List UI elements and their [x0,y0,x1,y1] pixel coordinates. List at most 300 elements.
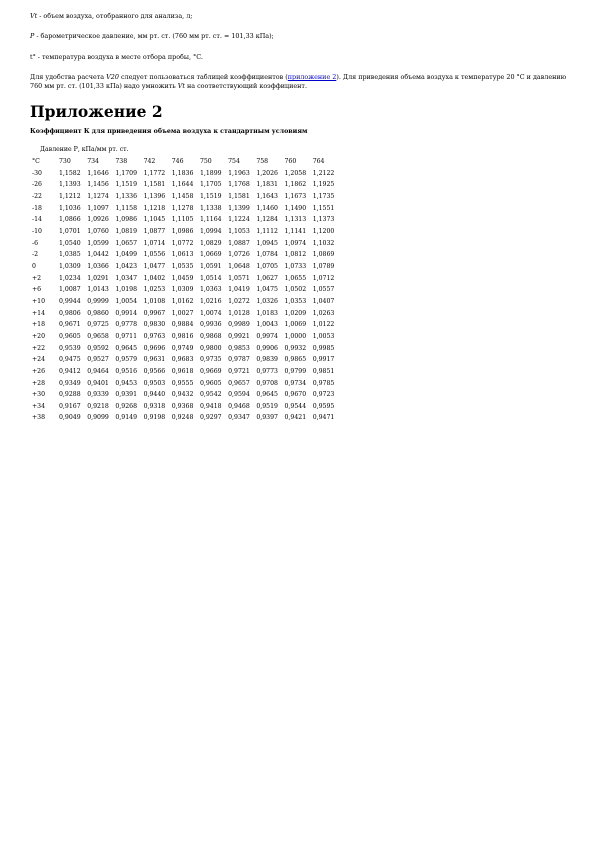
table-row [32,331,341,343]
coefficient-cell: 1,1284 [256,216,278,224]
coefficient-cell: 1,0657 [115,239,138,247]
coefficient-cell: 0,9503 [143,379,166,387]
coefficient-cell: 1,0591 [199,262,222,270]
coefficient-cell: 1,0714 [143,239,166,247]
coefficient-cell: 0,9763 [143,332,166,340]
coefficient-cell: 0,9218 [87,402,109,410]
coefficient-cell: 1,1458 [171,193,194,200]
coefficient-cell: 1,0475 [256,286,278,294]
coefficient-cell: 1,0994 [199,227,222,235]
coefficient-cell: 0,9645 [115,344,138,352]
coefficient-cell: 1,1899 [199,169,222,177]
temperature-cell: +10 [32,297,46,305]
temperature-cell: +2 [32,274,42,282]
coefficient-cell: 1,0326 [256,297,278,305]
pressure-label: Давление Р, кПа/мм рт. ст. [40,146,129,154]
table-row [32,249,341,261]
coefficient-cell: 1,0128 [228,309,250,317]
coefficient-cell: 1,0887 [228,239,250,247]
variable-vt: Vt [177,81,185,90]
coefficient-cell: 1,0442 [87,251,109,259]
table-row [32,308,341,320]
coefficient-table-container [30,146,570,424]
coefficient-cell: 1,1925 [312,181,335,189]
coefficient-cell: 0,9412 [59,367,81,375]
coefficient-cell: 1,1393 [59,181,81,189]
coefficient-cell: 0,9816 [171,332,194,340]
coefficient-cell: 1,1643 [256,193,278,200]
coefficient-cell: 0,9708 [256,379,278,387]
coefficient-cell: 0,9368 [171,402,194,410]
coefficient-cell: 0,9288 [59,391,81,399]
coefficient-cell: 1,0477 [143,262,166,270]
coefficient-cell: 0,9049 [59,414,81,422]
coefficient-cell: 1,1313 [284,216,307,224]
coefficient-cell: 1,0986 [171,227,194,235]
table-row [32,179,341,191]
coefficient-cell: 1,2122 [312,169,335,177]
coefficient-cell: 0,9248 [171,414,194,422]
coefficient-cell: 0,9725 [87,321,109,329]
coefficient-cell: 1,1582 [59,169,81,177]
table-row [32,284,341,296]
coefficient-cell: 1,0459 [171,274,194,282]
coefficient-cell: 0,9749 [171,344,194,352]
variable-v20-base: V [106,73,111,82]
coefficient-cell: 1,0253 [143,286,166,294]
coefficient-cell: 1,1963 [228,169,250,177]
table-row [32,343,341,355]
coefficient-cell: 1,1768 [228,181,250,189]
temperature-cell: +28 [32,379,46,387]
coefficient-cell: 0,9349 [59,379,81,387]
table-row [32,214,341,226]
coefficient-cell: 1,0419 [228,286,250,294]
coefficient-cell: 0,9773 [256,367,278,375]
coefficient-cell: 1,1460 [256,204,278,212]
table-row [32,319,341,331]
coefficient-cell: 0,9099 [87,414,109,422]
coefficient-cell: 0,9787 [228,356,250,364]
coefficient-cell: 0,9594 [228,391,250,399]
coefficient-cell: 0,9631 [143,356,166,364]
coefficient-cell: 0,9723 [312,391,335,399]
header-pressure: 758 [256,158,269,166]
header-pressure: 730 [59,158,71,166]
coefficient-cell: 1,0074 [199,309,222,317]
header-pressure: 734 [87,158,99,166]
header-pressure: 764 [312,158,325,166]
coefficient-cell: 1,1112 [256,227,278,235]
coefficient-cell: 1,1396 [143,193,166,200]
coefficient-cell: 0,9421 [284,414,307,422]
coefficient-cell: 1,0272 [228,297,250,305]
temperature-cell: +22 [32,344,46,352]
coefficient-cell: 1,1141 [284,227,307,235]
temperature-cell: +26 [32,367,46,375]
coefficient-cell: 1,0599 [87,239,109,247]
coefficient-cell: 0,9670 [284,391,307,399]
coefficient-cell: 0,9544 [284,402,307,410]
header-pressure: 760 [284,158,297,166]
coefficient-cell: 0,9440 [143,391,166,399]
coefficient-cell: 1,0502 [284,286,307,294]
coefficient-cell: 1,1646 [87,169,109,177]
coefficient-cell: 0,9595 [312,402,335,410]
coefficient-cell: 0,9989 [228,321,250,329]
variable-v20-subscript: 20 [110,73,119,82]
table-row [32,191,341,203]
coefficient-cell: 1,0557 [312,286,335,294]
coefficient-cell: 0,9721 [228,367,250,375]
coefficient-cell: 0,9658 [87,332,109,340]
coefficient-cell: 0,9999 [87,297,109,305]
coefficient-cell: 1,1836 [171,169,194,177]
coefficient-cell: 1,1705 [199,181,222,189]
temperature-cell: -14 [32,216,42,224]
variable-vt: Vt [30,12,38,20]
coefficient-cell: 1,0705 [256,262,278,270]
coefficient-cell: 1,0701 [59,227,81,235]
coefficient-cell: 1,0772 [171,239,194,247]
temperature-cell: -26 [32,181,42,189]
coefficient-cell: 0,9167 [59,402,81,410]
coefficient-cell: 0,9860 [87,309,109,317]
coefficient-cell: 0,9868 [199,332,222,340]
coefficient-cell: 1,1673 [284,193,307,200]
coefficient-cell: 0,9516 [115,367,138,375]
coefficient-cell: 1,0291 [87,274,109,282]
paragraph-text: - объем воздуха, отобранного для анализа, л; [37,12,193,20]
table-row [32,412,341,424]
coefficient-cell: 1,0263 [312,309,335,317]
coefficient-cell: 0,9297 [199,414,222,422]
appendix-2-link[interactable]: приложение 2 [287,73,337,82]
coefficient-cell: 0,9785 [312,379,335,387]
coefficient-cell: 0,9696 [143,344,166,352]
coefficient-cell: 1,0407 [312,297,335,305]
coefficient-cell: 0,9527 [87,356,109,364]
coefficient-cell: 0,9618 [171,367,194,375]
coefficient-cell: 0,9944 [59,297,81,305]
coefficient-cell: 1,0000 [284,332,307,340]
paragraph-t-definition [30,53,570,61]
coefficient-cell: 1,1200 [312,227,335,235]
table-body [32,168,341,424]
coefficient-cell: 1,1336 [115,193,138,200]
temperature-cell: +20 [32,332,46,340]
coefficient-cell: 1,0669 [199,251,222,259]
temperature-cell: +24 [32,356,46,364]
coefficient-cell: 0,9339 [87,391,109,399]
coefficient-cell: 1,0027 [171,309,194,317]
coefficient-cell: 1,0535 [171,262,194,270]
coefficient-cell: 0,9884 [171,321,194,329]
coefficient-cell: 0,9418 [199,402,222,410]
coefficient-cell: 0,9318 [143,402,166,410]
coefficient-cell: 1,0353 [284,297,307,305]
temperature-cell: -2 [32,251,39,259]
coefficient-cell: 0,9555 [171,379,194,387]
coefficient-cell: 1,0514 [199,274,222,282]
coefficient-cell: 1,0760 [87,227,109,235]
header-pressure: 738 [115,158,128,166]
coefficient-cell: 0,9800 [199,344,222,352]
temperature-cell: +38 [32,414,46,422]
coefficient-cell: 0,9914 [115,309,138,317]
table-row [32,366,341,378]
paragraph-text: - температура воздуха в месте отбора пробы, °C. [35,52,203,61]
coefficient-cell: 1,1581 [143,181,166,189]
coefficient-cell: 1,1158 [115,204,138,212]
coefficient-cell: 0,9778 [115,321,138,329]
coefficient-cell: 0,9921 [228,332,250,340]
coefficient-cell: 1,0986 [115,216,138,224]
coefficient-cell: 0,9605 [199,379,222,387]
temperature-cell: +30 [32,391,46,399]
coefficient-cell: 1,0069 [284,321,307,329]
coefficient-cell: 0,9471 [312,414,335,422]
coefficient-cell: 1,0829 [199,239,222,247]
coefficient-cell: 1,0108 [143,297,166,305]
coefficient-cell: 1,1644 [171,181,194,189]
coefficient-cell: 0,9806 [59,309,81,317]
temperature-cell: +18 [32,321,46,329]
paragraph-text-end: на соответствующий коэффициент. [184,81,307,90]
table-row [32,261,341,273]
coefficient-cell: 1,0198 [115,286,138,294]
coefficient-cell: 1,0877 [143,227,166,235]
coefficient-cell: 0,9519 [256,402,278,410]
coefficient-cell: 0,9936 [199,321,222,329]
header-pressure: 754 [228,158,240,166]
coefficient-cell: 0,9830 [143,321,166,329]
coefficient-cell: 0,9932 [284,344,307,352]
header-pressure: 742 [143,158,156,166]
coefficient-cell: 1,0613 [171,251,194,259]
coefficient-cell: 0,9542 [199,391,222,399]
coefficient-cell: 1,1772 [143,169,166,177]
coefficient-cell: 1,0385 [59,251,81,259]
table-header-row [32,156,341,168]
temperature-cell: +34 [32,402,46,410]
coefficient-cell: 1,0499 [115,251,138,259]
coefficient-cell: 0,9853 [228,344,250,352]
coefficient-cell: 0,9391 [115,391,138,399]
table-row [32,354,341,366]
coefficient-cell: 1,1224 [228,216,250,224]
table-row [32,168,341,180]
coefficient-cell: 1,0648 [228,262,250,270]
coefficient-cell: 0,9539 [59,344,81,352]
coefficient-cell: 1,0571 [228,274,250,282]
table-row [32,273,341,285]
coefficient-cell: 1,0183 [256,309,278,317]
coefficient-cell: 1,1862 [284,181,307,189]
paragraph-text-before: Для удобства расчета [30,73,107,82]
table-row [32,389,341,401]
paragraph-vt-definition [30,12,570,20]
coefficient-cell: 0,9347 [228,414,250,422]
header-temperature: °C [32,158,40,166]
coefficient-cell: 1,0043 [256,321,278,329]
coefficient-cell: 1,0627 [256,274,278,282]
coefficient-cell: 0,9401 [87,379,109,387]
coefficient-cell: 0,9906 [256,344,278,352]
coefficient-cell: 1,1581 [228,193,250,200]
coefficient-cell: 0,9566 [143,367,166,375]
coefficient-cell: 1,0122 [312,321,335,329]
variable-p: P [30,32,35,41]
coefficient-cell: 1,0309 [59,262,81,270]
coefficient-cell: 0,9669 [199,367,222,375]
temperature-cell: +6 [32,286,42,294]
coefficient-cell: 1,0216 [199,297,222,305]
coefficient-cell: 1,1735 [312,193,335,200]
temperature-cell: -10 [32,227,42,235]
coefficient-cell: 1,0234 [59,274,81,282]
appendix-title: Приложение 2 [30,102,163,122]
document-page [30,12,570,424]
coefficient-cell: 1,1036 [59,204,81,212]
coefficient-cell: 0,9464 [87,367,109,375]
coefficient-cell: 1,2026 [256,169,278,177]
temperature-cell: -6 [32,239,39,247]
coefficient-cell: 1,0926 [87,216,109,224]
coefficient-cell: 0,9917 [312,356,335,364]
coefficient-cell: 1,1212 [59,193,81,200]
coefficient-cell: 1,0789 [312,262,335,270]
coefficient-cell: 0,9865 [284,356,307,364]
coefficient-cell: 0,9683 [171,356,194,364]
coefficient-cell: 1,1218 [143,204,166,212]
coefficient-cell: 1,0054 [115,297,138,305]
coefficient-cell: 1,1338 [199,204,222,212]
table-row [32,401,341,413]
coefficient-cell: 0,9432 [171,391,194,399]
coefficient-cell: 1,0363 [199,286,222,294]
coefficient-cell: 1,1164 [199,216,222,224]
variable-t: t° [30,52,36,61]
coefficient-cell: 1,0945 [256,239,278,247]
coefficient-cell: 0,9605 [59,332,81,340]
coefficient-cell: 1,0733 [284,262,307,270]
paragraph-text: - барометрическое давление, мм рт. ст. (760 мм рт. ст. = 101,33 кПа); [34,32,274,41]
temperature-cell: 0 [32,262,36,270]
coefficient-cell: 1,0366 [87,262,109,270]
temperature-cell: -18 [32,204,42,212]
paragraph-p-definition [30,32,570,40]
table-caption: Коэффициент К для приведения объема воздуха к стандартным условиям [30,128,308,136]
coefficient-cell: 1,1519 [199,193,222,200]
temperature-cell: -22 [32,193,42,200]
coefficient-cell: 0,9268 [115,402,138,410]
coefficient-cell: 0,9967 [143,309,166,317]
coefficient-cell: 1,2058 [284,169,307,177]
coefficient-cell: 1,1097 [87,204,109,212]
coefficient-cell: 1,1032 [312,239,335,247]
paragraph-calculation-note [30,73,570,90]
coefficient-cell: 1,1045 [143,216,166,224]
coefficient-cell: 1,1831 [256,181,278,189]
coefficient-cell: 0,9974 [256,332,278,340]
paragraph-text-middle: следует пользоваться таблицей коэффициентов ( [118,73,288,82]
coefficient-cell: 1,1709 [115,169,138,177]
coefficient-cell: 1,0712 [312,274,335,282]
coefficient-cell: 1,0869 [312,251,335,259]
temperature-cell: +14 [32,309,46,317]
coefficient-cell: 1,1490 [284,204,307,212]
coefficient-cell: 1,0423 [115,262,138,270]
coefficient-cell: 1,1105 [171,216,194,224]
coefficient-cell: 0,9799 [284,367,307,375]
coefficient-cell: 1,1274 [87,193,109,200]
coefficient-cell: 1,0309 [171,286,194,294]
coefficient-cell: 0,9985 [312,344,335,352]
coefficient-cell: 0,9645 [256,391,278,399]
variable-v20 [106,73,119,81]
coefficient-cell: 1,1551 [312,204,335,212]
coefficient-cell: 1,0812 [284,251,307,259]
coefficient-cell: 0,9671 [59,321,81,329]
header-pressure: 746 [171,158,184,166]
table-row [32,378,341,390]
coefficient-cell: 1,0974 [284,239,307,247]
coefficient-cell: 1,1373 [312,216,335,224]
paragraph-text-after: ). Для приведения объема воздуха к температуре 20 °C и давлению 760 мм рт. ст. (101,33 кПа) надо умножить [30,73,567,90]
coefficient-cell: 1,0087 [59,286,81,294]
coefficient-cell: 0,9839 [256,356,278,364]
coefficient-cell: 0,9734 [284,379,307,387]
coefficient-cell: 1,0540 [59,239,81,247]
table-row [32,226,341,238]
coefficient-cell: 1,1519 [115,181,138,189]
coefficient-cell: 0,9149 [115,414,138,422]
coefficient-cell: 0,9592 [87,344,109,352]
coefficient-cell: 0,9475 [59,356,81,364]
coefficient-cell: 1,0819 [115,227,138,235]
coefficient-cell: 1,1456 [87,181,109,189]
coefficient-cell: 0,9453 [115,379,138,387]
coefficient-cell: 1,0347 [115,274,138,282]
coefficient-cell: 1,0053 [312,332,335,340]
coefficient-cell: 0,9198 [143,414,166,422]
coefficient-cell: 1,0402 [143,274,166,282]
coefficient-cell: 0,9735 [199,356,222,364]
coefficient-cell: 0,9579 [115,356,138,364]
coefficient-cell: 1,0209 [284,309,307,317]
coefficient-cell: 0,9711 [115,332,138,340]
coefficient-table [32,156,341,424]
header-pressure: 750 [199,158,212,166]
coefficient-cell: 1,0143 [87,286,109,294]
coefficient-cell: 0,9851 [312,367,335,375]
coefficient-cell: 1,0655 [284,274,307,282]
table-row [32,238,341,250]
coefficient-cell: 1,1399 [228,204,250,212]
table-row [32,296,341,308]
coefficient-cell: 0,9468 [228,402,250,410]
temperature-cell: -30 [32,169,42,177]
table-row [32,203,341,215]
coefficient-cell: 1,0726 [228,251,250,259]
coefficient-cell: 0,9397 [256,414,278,422]
coefficient-cell: 1,0162 [171,297,194,305]
coefficient-cell: 0,9657 [228,379,250,387]
coefficient-cell: 1,1053 [228,227,250,235]
coefficient-cell: 1,1278 [171,204,194,212]
coefficient-cell: 1,0784 [256,251,278,259]
